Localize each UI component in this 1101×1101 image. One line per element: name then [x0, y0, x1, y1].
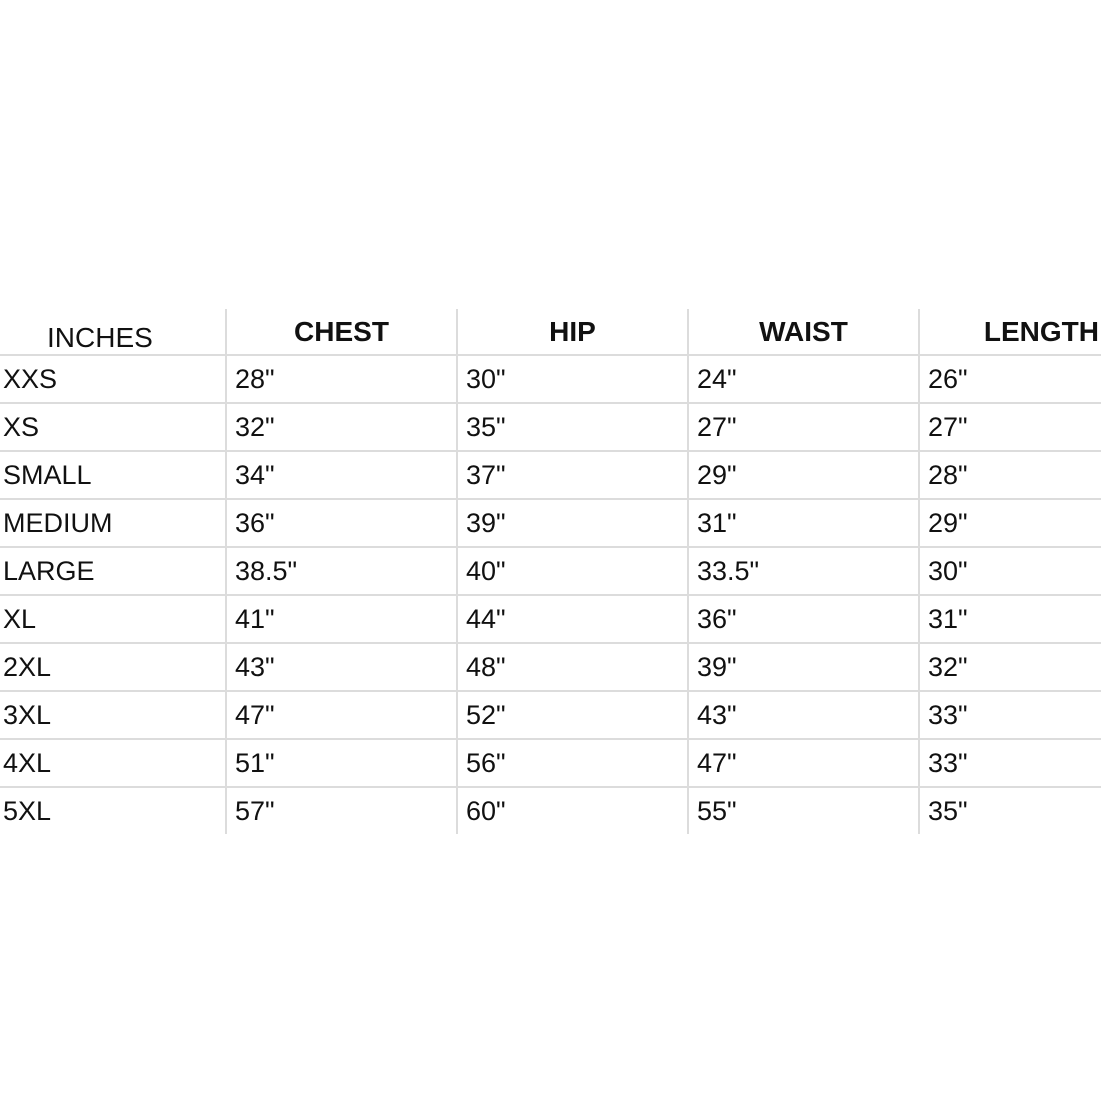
table-row — [0, 499, 1101, 547]
size-label-cell: XS — [0, 403, 226, 451]
length-cell: 27" — [919, 403, 1101, 451]
table-row — [0, 595, 1101, 643]
chest-cell: 38.5" — [226, 547, 457, 595]
length-cell: 33" — [919, 691, 1101, 739]
table-row — [0, 787, 1101, 834]
size-label-cell: 2XL — [0, 643, 226, 691]
length-cell: 33" — [919, 739, 1101, 787]
hip-cell: 30" — [457, 355, 688, 403]
hip-cell: 37" — [457, 451, 688, 499]
hip-cell: 44" — [457, 595, 688, 643]
waist-cell: 55" — [688, 787, 919, 834]
hip-cell: 48" — [457, 643, 688, 691]
hip-cell: 40" — [457, 547, 688, 595]
hip-header: HIP — [457, 309, 688, 355]
size-label-cell: SMALL — [0, 451, 226, 499]
hip-cell: 52" — [457, 691, 688, 739]
waist-cell: 39" — [688, 643, 919, 691]
waist-cell: 27" — [688, 403, 919, 451]
waist-cell: 36" — [688, 595, 919, 643]
waist-cell: 33.5" — [688, 547, 919, 595]
units-header: INCHES — [0, 309, 226, 355]
length-cell: 32" — [919, 643, 1101, 691]
length-cell: 31" — [919, 595, 1101, 643]
chest-cell: 51" — [226, 739, 457, 787]
table-row — [0, 451, 1101, 499]
size-label-cell: XL — [0, 595, 226, 643]
table-row — [0, 355, 1101, 403]
waist-cell: 43" — [688, 691, 919, 739]
table-row — [0, 403, 1101, 451]
chest-cell: 43" — [226, 643, 457, 691]
waist-cell: 31" — [688, 499, 919, 547]
length-cell: 28" — [919, 451, 1101, 499]
table-row — [0, 691, 1101, 739]
header-row — [0, 309, 1101, 355]
hip-cell: 35" — [457, 403, 688, 451]
chest-cell: 28" — [226, 355, 457, 403]
waist-cell: 47" — [688, 739, 919, 787]
chest-cell: 34" — [226, 451, 457, 499]
hip-cell: 56" — [457, 739, 688, 787]
length-cell: 30" — [919, 547, 1101, 595]
chest-cell: 32" — [226, 403, 457, 451]
length-header: LENGTH — [919, 309, 1101, 355]
waist-header: WAIST — [688, 309, 919, 355]
chest-cell: 36" — [226, 499, 457, 547]
length-cell: 35" — [919, 787, 1101, 834]
length-cell: 29" — [919, 499, 1101, 547]
hip-cell: 39" — [457, 499, 688, 547]
hip-cell: 60" — [457, 787, 688, 834]
chest-header: CHEST — [226, 309, 457, 355]
table-row — [0, 643, 1101, 691]
length-cell: 26" — [919, 355, 1101, 403]
size-label-cell: LARGE — [0, 547, 226, 595]
waist-cell: 29" — [688, 451, 919, 499]
size-label-cell: XXS — [0, 355, 226, 403]
size-label-cell: MEDIUM — [0, 499, 226, 547]
size-label-cell: 4XL — [0, 739, 226, 787]
chest-cell: 47" — [226, 691, 457, 739]
chest-cell: 57" — [226, 787, 457, 834]
waist-cell: 24" — [688, 355, 919, 403]
size-chart-table — [0, 309, 1101, 834]
table-row — [0, 547, 1101, 595]
chest-cell: 41" — [226, 595, 457, 643]
size-label-cell: 3XL — [0, 691, 226, 739]
table-row — [0, 739, 1101, 787]
size-label-cell: 5XL — [3, 795, 52, 826]
